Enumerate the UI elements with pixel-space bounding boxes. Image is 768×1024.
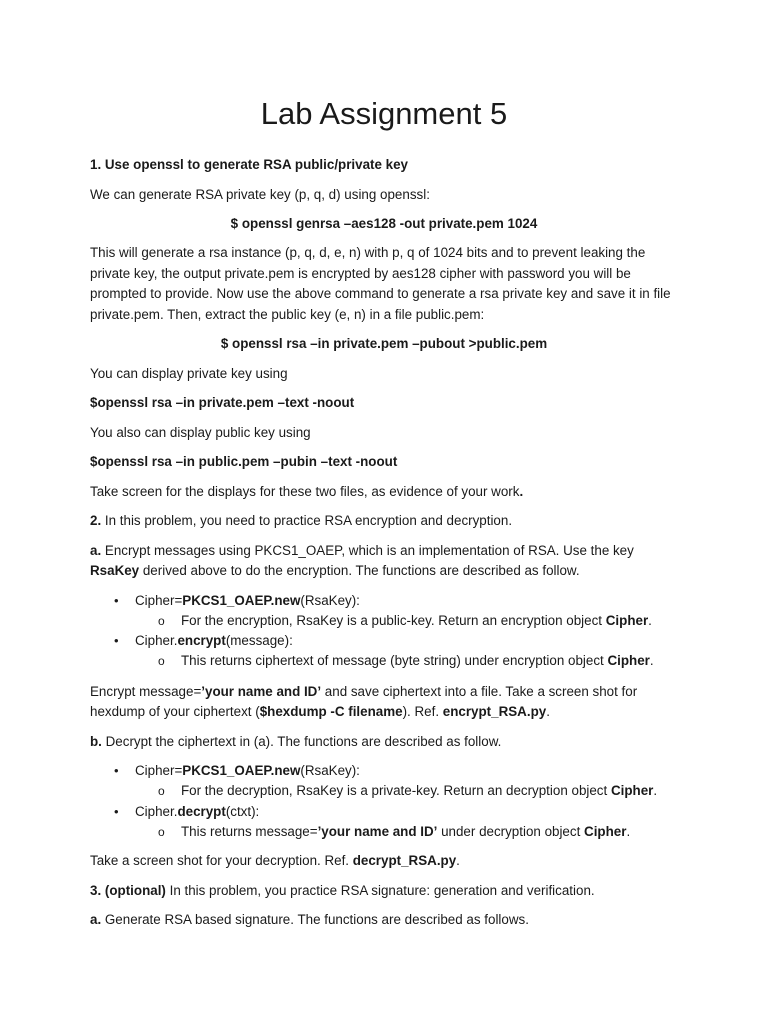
encrypt-message-line-1: Encrypt message=’your name and ID’ and save ciphertext into a file. Take a screen shot for bbox=[90, 684, 638, 699]
section-1-intro: We can generate RSA private key (p, q, d) using openssl: bbox=[90, 187, 430, 202]
command-pubout: $ openssl rsa –in private.pem –pubout >public.pem bbox=[220, 336, 548, 351]
display-public-text: You also can display public key using bbox=[90, 425, 311, 440]
bullet-icon: • bbox=[114, 633, 119, 648]
section-2a-line-2: RsaKey derived above to do the encryption. The functions are described as follow. bbox=[90, 563, 580, 578]
encrypt-bullet-encrypt: Cipher.encrypt(message): bbox=[135, 633, 293, 648]
section-1-heading: 1. Use openssl to generate RSA public/private key bbox=[90, 157, 409, 172]
display-private-text: You can display private key using bbox=[90, 366, 288, 381]
evidence-instruction: Take screen for the displays for these two files, as evidence of your work. bbox=[90, 484, 524, 499]
decrypt-bullet-new: Cipher=PKCS1_OAEP.new(RsaKey): bbox=[135, 763, 360, 778]
command-display-public: $openssl rsa –in public.pem –pubin –text -noout bbox=[90, 454, 398, 469]
sub-bullet-icon: o bbox=[158, 614, 165, 628]
section-2-heading: 2. In this problem, you need to practice RSA encryption and decryption. bbox=[90, 513, 513, 528]
decrypt-screenshot-instruction: Take a screen shot for your decryption. Ref. decrypt_RSA.py. bbox=[90, 853, 460, 868]
encrypt-message-line-2: hexdump of your ciphertext ($hexdump -C filename). Ref. encrypt_RSA.py. bbox=[90, 704, 550, 719]
bullet-icon: • bbox=[114, 593, 119, 608]
encrypt-sub-bullet-encrypt: This returns ciphertext of message (byte string) under encryption object Cipher. bbox=[181, 653, 654, 668]
sub-bullet-icon: o bbox=[158, 825, 165, 839]
sub-bullet-icon: o bbox=[158, 654, 165, 668]
bullet-icon: • bbox=[114, 804, 119, 819]
page-title: Lab Assignment 5 bbox=[260, 96, 508, 131]
command-display-private: $openssl rsa –in private.pem –text -noout bbox=[90, 395, 355, 410]
decrypt-sub-bullet-decrypt: This returns message=’your name and ID’ under decryption object Cipher. bbox=[181, 824, 631, 839]
decrypt-bullet-decrypt: Cipher.decrypt(ctxt): bbox=[135, 804, 260, 819]
section-2b-heading: b. Decrypt the ciphertext in (a). The functions are described as follow. bbox=[90, 734, 502, 749]
encrypt-bullet-new: Cipher=PKCS1_OAEP.new(RsaKey): bbox=[135, 593, 360, 608]
section-3a-heading: a. Generate RSA based signature. The functions are described as follows. bbox=[90, 912, 529, 927]
section-1-explanation: This will generate a rsa instance (p, q, d, e, n) with p, q of 1024 bits and to prevent leaking the private key, the output private.pem is encrypted by aes128 cipher with password you will be prompted to provide. Now use the above command to generate a rsa private key and save it in file private.pem. Then, extract the public key (e, n) in a file public.pem: bbox=[90, 245, 671, 322]
bullet-icon: • bbox=[114, 763, 119, 778]
sub-bullet-icon: o bbox=[158, 784, 165, 798]
command-genrsa: $ openssl genrsa –aes128 -out private.pem 1024 bbox=[230, 216, 538, 231]
section-2a-line-1: a. Encrypt messages using PKCS1_OAEP, which is an implementation of RSA. Use the key bbox=[90, 543, 634, 558]
decrypt-sub-bullet-new: For the decryption, RsaKey is a private-key. Return an decryption object Cipher. bbox=[181, 783, 658, 798]
section-3-heading: 3. (optional) In this problem, you practice RSA signature: generation and verification. bbox=[90, 883, 595, 898]
encrypt-sub-bullet-new: For the encryption, RsaKey is a public-key. Return an encryption object Cipher. bbox=[181, 613, 652, 628]
